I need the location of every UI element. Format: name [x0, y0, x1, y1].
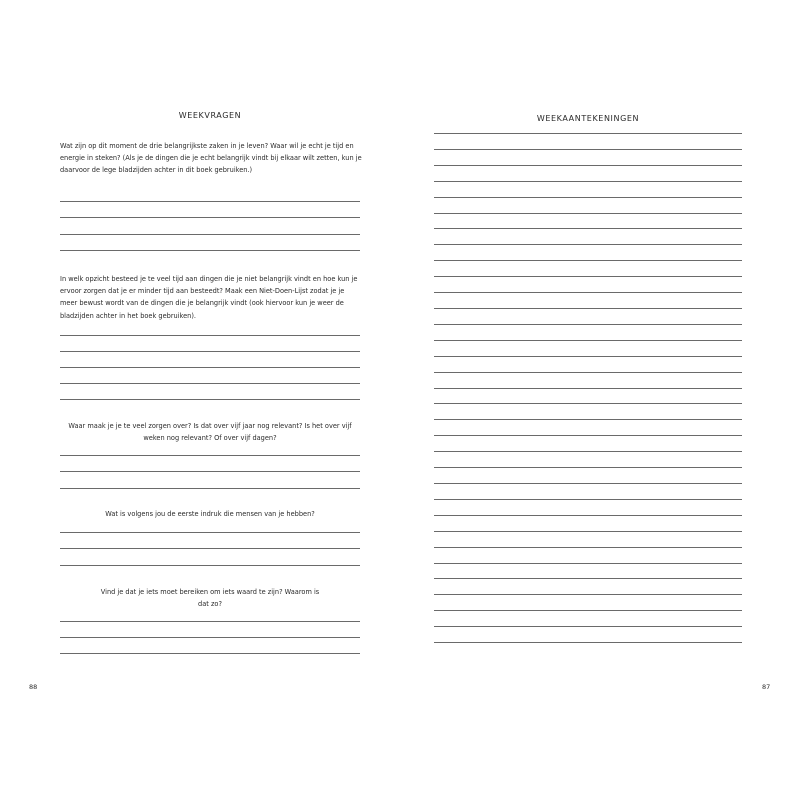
notes-line[interactable]: [434, 260, 742, 261]
answer-line[interactable]: [60, 488, 360, 489]
notes-line[interactable]: [434, 133, 742, 134]
question-1: Wat zijn op dit moment de drie belangrijkste zaken in je leven? Waar wil je echt je tijd en energie in steken? (Als je de dingen die je echt belangrijk vindt bij elkaar wilt zetten, kun je daarvoor de lege bladzijden achter in dit boek gebruiken.): [60, 142, 362, 175]
page-number-left: 88: [29, 683, 38, 691]
notes-line[interactable]: [434, 451, 742, 452]
answer-line[interactable]: [60, 637, 360, 638]
notes-line[interactable]: [434, 165, 742, 166]
notes-line[interactable]: [434, 578, 742, 579]
notes-line[interactable]: [434, 403, 742, 404]
notes-line[interactable]: [434, 515, 742, 516]
right-page: [400, 0, 800, 800]
answer-line[interactable]: [60, 455, 360, 456]
notes-line[interactable]: [434, 372, 742, 373]
notes-line[interactable]: [434, 197, 742, 198]
question-3: Waar maak je je te veel zorgen over? Is dat over vijf jaar nog relevant? Is het over vijf weken nog relevant? Of over vijf dagen?: [68, 422, 352, 443]
right-page-heading: WEEKAANTEKENINGEN: [536, 114, 640, 123]
notes-line[interactable]: [434, 419, 742, 420]
notes-line[interactable]: [434, 324, 742, 325]
notes-line[interactable]: [434, 594, 742, 595]
answer-line[interactable]: [60, 367, 360, 368]
notes-line[interactable]: [434, 388, 742, 389]
notes-line[interactable]: [434, 340, 742, 341]
notes-line[interactable]: [434, 244, 742, 245]
notes-line[interactable]: [434, 435, 742, 436]
answer-line[interactable]: [60, 471, 360, 472]
notes-line[interactable]: [434, 276, 742, 277]
answer-line[interactable]: [60, 351, 360, 352]
notes-line[interactable]: [434, 563, 742, 564]
answer-line[interactable]: [60, 201, 360, 202]
page-number-right: 87: [762, 683, 771, 691]
notes-line[interactable]: [434, 356, 742, 357]
question-4: Wat is volgens jou de eerste indruk die mensen van je hebben?: [105, 510, 315, 518]
notes-line[interactable]: [434, 610, 742, 611]
notes-line[interactable]: [434, 213, 742, 214]
notes-line[interactable]: [434, 547, 742, 548]
notes-line[interactable]: [434, 499, 742, 500]
answer-line[interactable]: [60, 383, 360, 384]
answer-line[interactable]: [60, 565, 360, 566]
answer-line[interactable]: [60, 335, 360, 336]
notes-line[interactable]: [434, 228, 742, 229]
notes-line[interactable]: [434, 483, 742, 484]
notes-line[interactable]: [434, 292, 742, 293]
notes-line[interactable]: [434, 626, 742, 627]
notes-line[interactable]: [434, 642, 742, 643]
answer-line[interactable]: [60, 621, 360, 622]
answer-line[interactable]: [60, 532, 360, 533]
left-page-heading: WEEKVRAGEN: [178, 111, 242, 120]
answer-line[interactable]: [60, 653, 360, 654]
answer-line[interactable]: [60, 234, 360, 235]
notes-line[interactable]: [434, 308, 742, 309]
question-5: Vind je dat je iets moet bereiken om iets waard te zijn? Waarom is dat zo?: [100, 588, 320, 609]
question-2: In welk opzicht besteed je te veel tijd aan dingen die je niet belangrijk vindt en hoe kun je ervoor zorgen dat je er minder tijd aan besteedt? Maak een Niet-Doen-Lijst zodat je je meer bewust wordt van de dingen die je belangrijk vindt (ook hiervoor kun je weer de bladzijden achter in het boek gebruiken).: [60, 275, 358, 320]
notes-line[interactable]: [434, 467, 742, 468]
answer-line[interactable]: [60, 217, 360, 218]
notes-line[interactable]: [434, 531, 742, 532]
answer-line[interactable]: [60, 399, 360, 400]
notes-line[interactable]: [434, 181, 742, 182]
answer-line[interactable]: [60, 250, 360, 251]
answer-line[interactable]: [60, 548, 360, 549]
notes-line[interactable]: [434, 149, 742, 150]
